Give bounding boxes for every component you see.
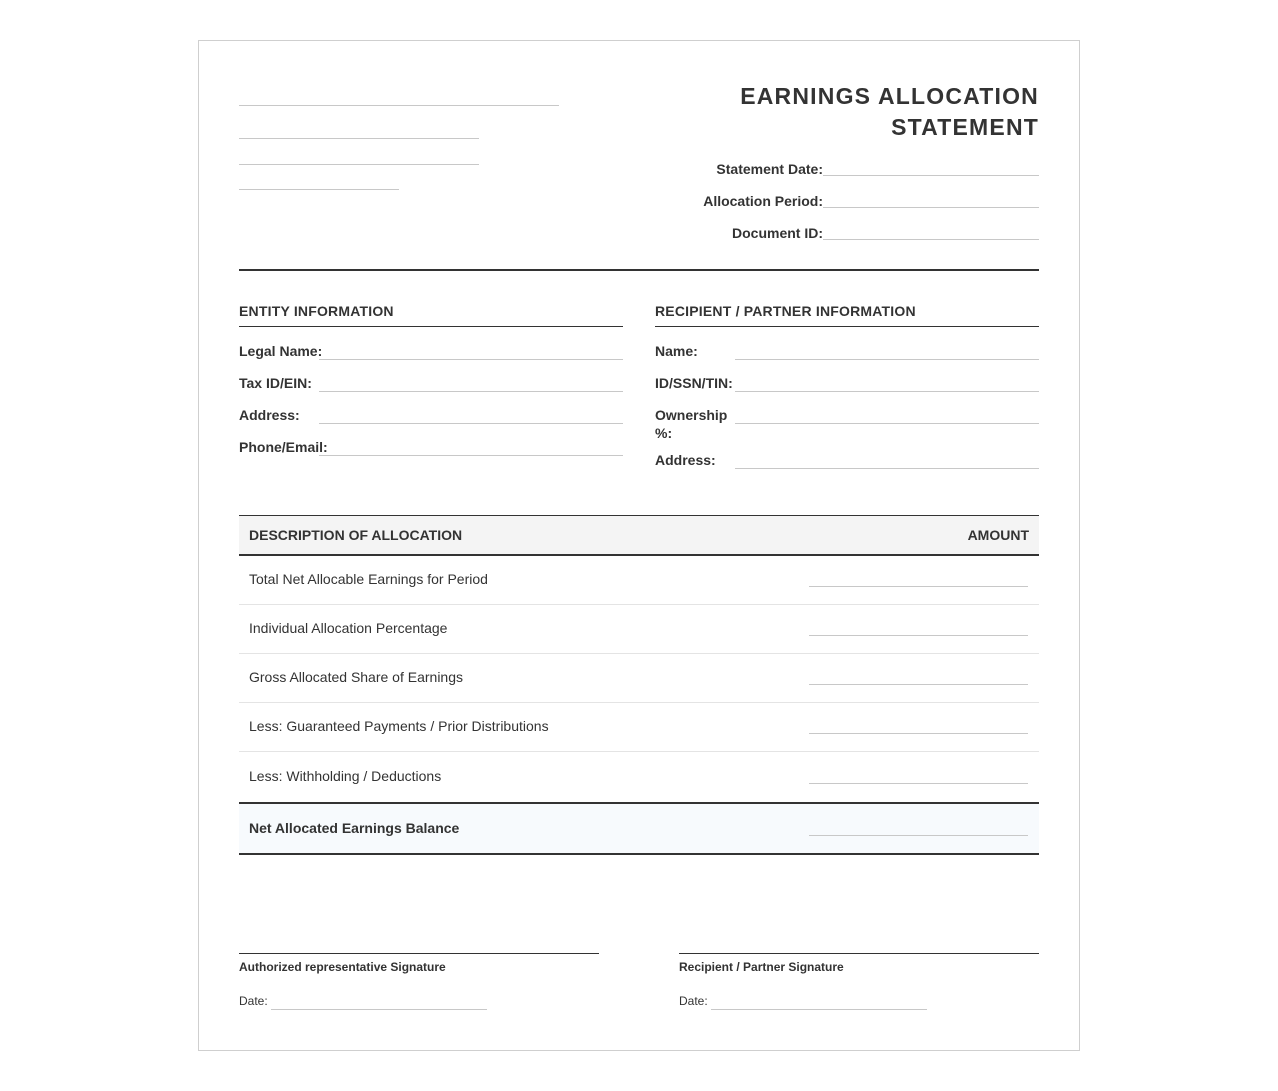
- document-title: [740, 81, 1039, 143]
- company-address-line-1[interactable]: [239, 138, 479, 139]
- title-line-1: EARNINGS ALLOCATION: [740, 83, 1039, 109]
- document-id-field[interactable]: [823, 239, 1039, 240]
- table-row: [239, 702, 1039, 752]
- recipient-date-label: Date:: [679, 994, 708, 1008]
- authorized-date-label: Date:: [239, 994, 268, 1008]
- document-id-label: Document ID:: [732, 225, 823, 241]
- entity-section-title: ENTITY INFORMATION: [239, 303, 394, 319]
- entity-legal-name-label: Legal Name:: [239, 343, 323, 359]
- row-label: Less: Withholding / Deductions: [249, 768, 442, 784]
- statement-date-field[interactable]: [823, 175, 1039, 176]
- table-row: [239, 653, 1039, 703]
- table-row: [239, 604, 1039, 654]
- authorized-signature-line[interactable]: [239, 953, 599, 954]
- allocation-table-header: [239, 515, 1039, 556]
- recipient-name-field[interactable]: [735, 359, 1039, 360]
- amount-field[interactable]: [809, 733, 1028, 734]
- description-column-header: DESCRIPTION OF ALLOCATION: [249, 527, 463, 543]
- recipient-signature-line[interactable]: [679, 953, 1039, 954]
- total-label: Net Allocated Earnings Balance: [249, 820, 460, 836]
- allocation-period-field[interactable]: [823, 207, 1039, 208]
- title-line-2: STATEMENT: [891, 114, 1039, 140]
- recipient-id-field[interactable]: [735, 391, 1039, 392]
- entity-tax-id-field[interactable]: [319, 391, 623, 392]
- recipient-section-title: RECIPIENT / PARTNER INFORMATION: [655, 303, 916, 319]
- company-name-line[interactable]: [239, 105, 559, 106]
- total-amount-field[interactable]: [809, 835, 1028, 836]
- table-row: [239, 752, 1039, 801]
- row-label: Less: Guaranteed Payments / Prior Distributions: [249, 718, 549, 734]
- entity-phone-email-label: Phone/Email:: [239, 439, 328, 455]
- recipient-id-label: ID/SSN/TIN:: [655, 375, 733, 391]
- recipient-signature-label: Recipient / Partner Signature: [679, 960, 844, 974]
- document-page: [198, 40, 1080, 1051]
- recipient-section-rule: [655, 326, 1039, 327]
- row-label: Gross Allocated Share of Earnings: [249, 669, 464, 685]
- header-divider: [239, 269, 1039, 271]
- entity-address-field[interactable]: [319, 423, 623, 424]
- recipient-address-field[interactable]: [735, 468, 1039, 469]
- table-row: [239, 555, 1039, 605]
- allocation-period-label: Allocation Period:: [703, 193, 823, 209]
- amount-field[interactable]: [809, 635, 1028, 636]
- company-address-line-3[interactable]: [239, 189, 399, 190]
- entity-phone-email-field[interactable]: [319, 455, 623, 456]
- entity-tax-id-label: Tax ID/EIN:: [239, 375, 312, 391]
- row-label: Individual Allocation Percentage: [249, 620, 448, 636]
- recipient-address-label: Address:: [655, 452, 716, 468]
- amount-field[interactable]: [809, 783, 1028, 784]
- entity-legal-name-field[interactable]: [319, 359, 623, 360]
- statement-date-label: Statement Date:: [716, 161, 823, 177]
- authorized-date-field[interactable]: [271, 1009, 487, 1010]
- recipient-name-label: Name:: [655, 343, 698, 359]
- entity-address-label: Address:: [239, 407, 300, 423]
- recipient-date-field[interactable]: [711, 1009, 927, 1010]
- recipient-ownership-field[interactable]: [735, 423, 1039, 424]
- row-label: Total Net Allocable Earnings for Period: [249, 571, 488, 587]
- authorized-signature-label: Authorized representative Signature: [239, 960, 446, 974]
- amount-column-header: AMOUNT: [967, 527, 1029, 543]
- amount-field[interactable]: [809, 586, 1028, 587]
- company-address-line-2[interactable]: [239, 164, 479, 165]
- recipient-ownership-label: Ownership %:: [655, 407, 728, 441]
- amount-field[interactable]: [809, 684, 1028, 685]
- total-row: [239, 802, 1039, 855]
- entity-section-rule: [239, 326, 623, 327]
